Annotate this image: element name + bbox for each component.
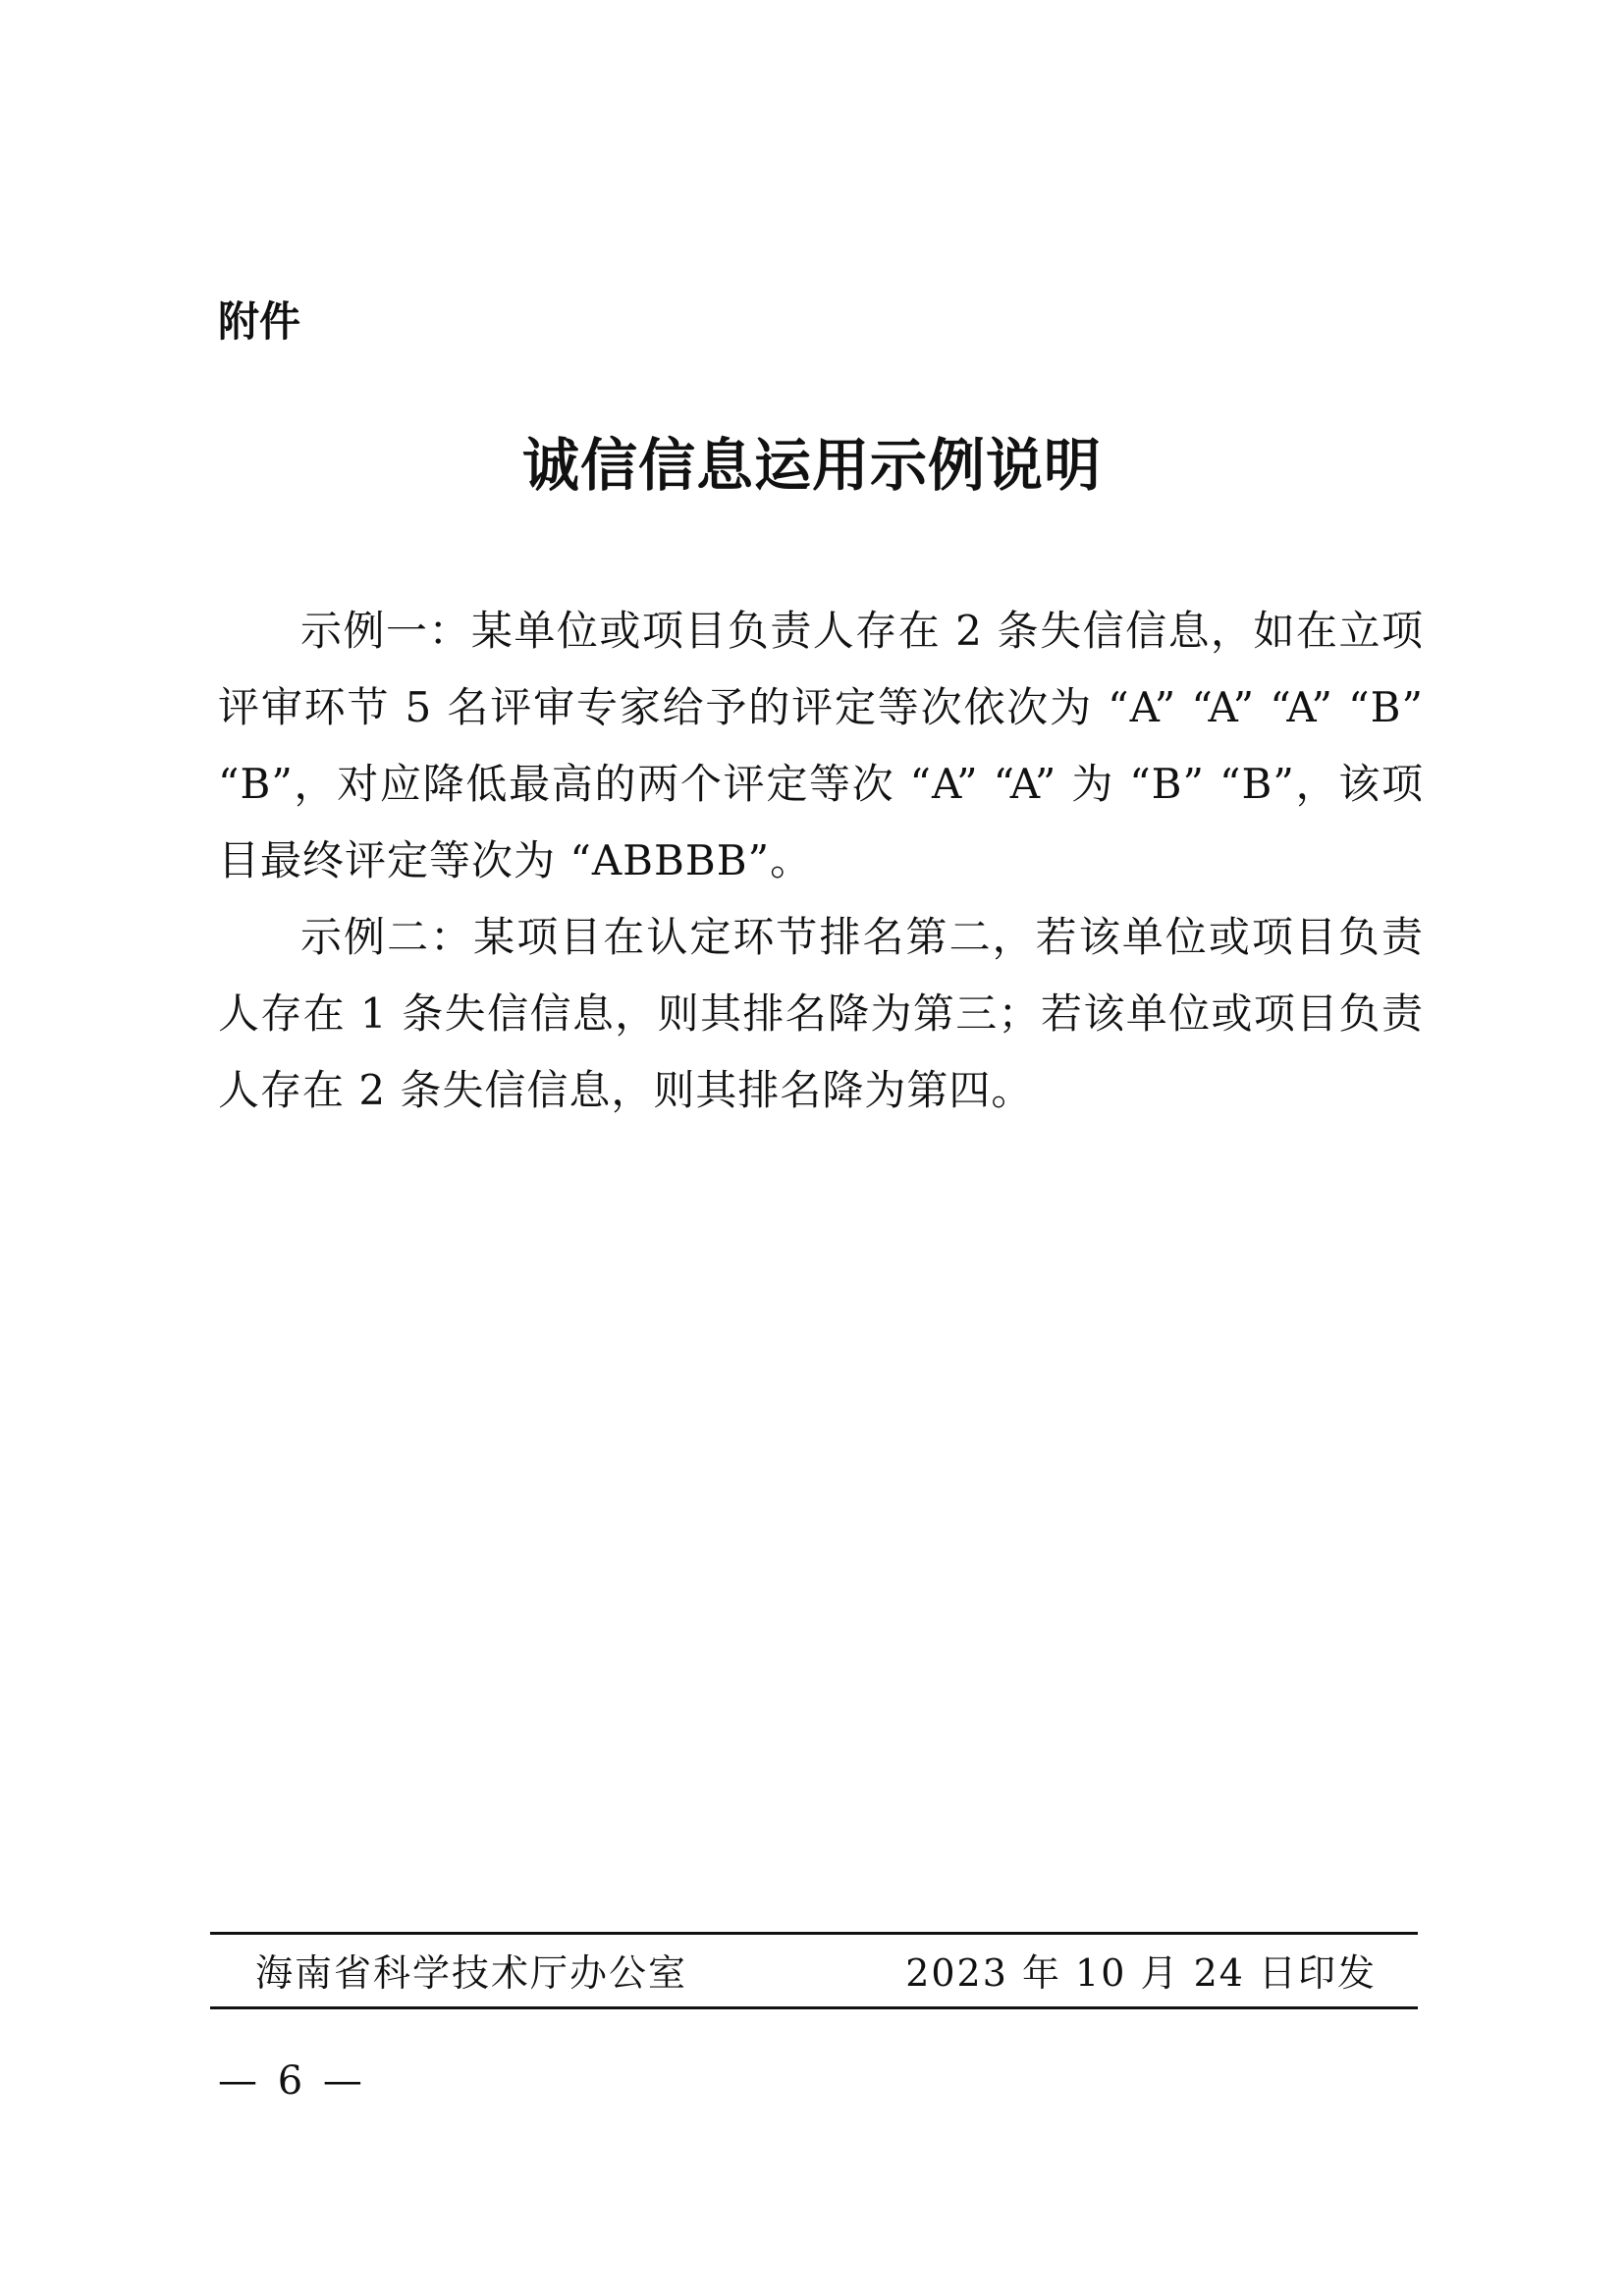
footer-issuer: 海南省科学技术厅办公室 — [255, 1951, 688, 1995]
attachment-label: 附件 — [218, 297, 301, 346]
example-one-paragraph: 示例一：某单位或项目负责人存在 2 条失信信息，如在立项评审环节 5 名评审专家给予的评定等次依次为 “A” “A” “A” “B” “B”，对应降低最高的两个评定等次 “A” “A” 为 “B” “B”，该项目最终评定等次为 “ABBBB”。 — [218, 607, 1424, 884]
footer-top-rule — [210, 1932, 1418, 1935]
footer-bottom-rule — [210, 2006, 1418, 2009]
example-two-paragraph: 示例二：某项目在认定环节排名第二，若该单位或项目负责人存在 1 条失信信息，则其排名降为第三；若该单位或项目负责人存在 2 条失信信息，则其排名降为第四。 — [218, 913, 1424, 1114]
footer-issue-date: 2023 年 10 月 24 日印发 — [905, 1951, 1377, 1995]
document-title: 诚信信息运用示例说明 — [521, 432, 1102, 499]
page-number: — 6 — — [218, 2058, 366, 2104]
document-body — [218, 593, 1424, 1129]
